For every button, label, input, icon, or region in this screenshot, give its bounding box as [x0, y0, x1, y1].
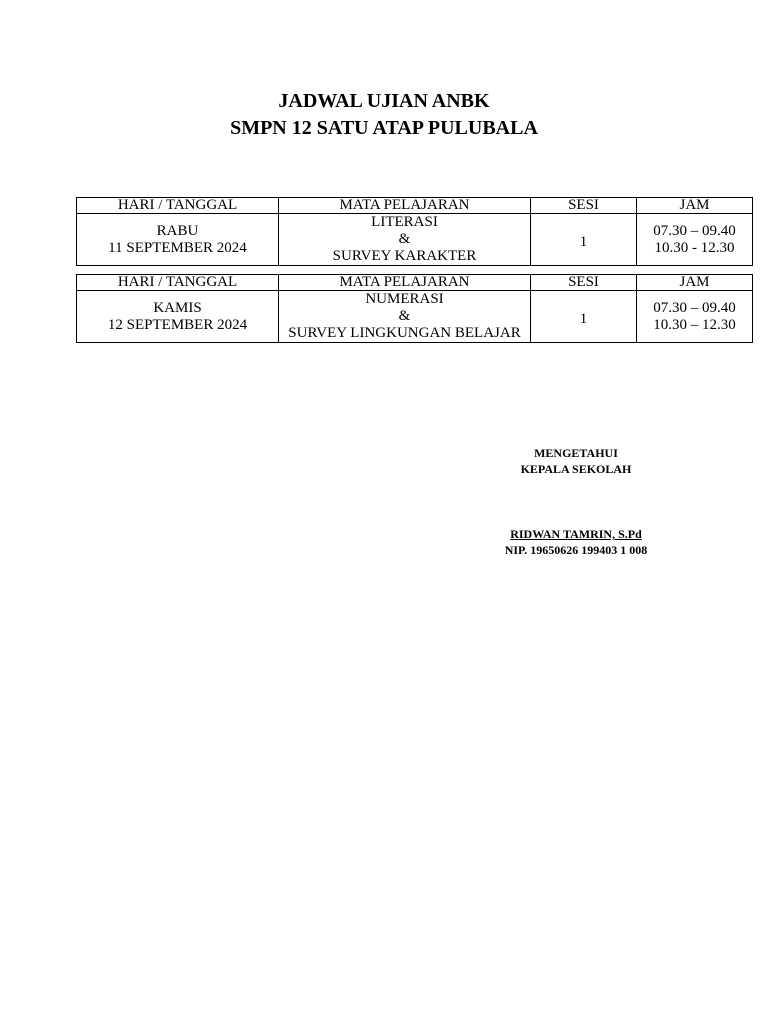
- table-row: [77, 291, 753, 343]
- schedule-table-1: [76, 197, 753, 266]
- header-session: SESI: [531, 275, 637, 291]
- time-1: 07.30 – 09.40: [653, 222, 736, 239]
- header-day-date: HARI / TANGGAL: [77, 198, 279, 214]
- subject-2: SURVEY KARAKTER: [332, 248, 477, 264]
- header-time: JAM: [637, 198, 753, 214]
- date-text: 11 SEPTEMBER 2024: [108, 239, 247, 256]
- schedule-table-2: [76, 274, 753, 343]
- time-2: 10.30 - 12.30: [654, 239, 735, 256]
- cell-session: 1: [531, 291, 637, 343]
- day-text: RABU: [156, 222, 199, 239]
- principal-title: KEPALA SEKOLAH: [520, 462, 632, 476]
- header-time: JAM: [637, 275, 753, 291]
- document-title: JADWAL UJIAN ANBK: [278, 90, 490, 112]
- time-1: 07.30 – 09.40: [653, 299, 736, 316]
- school-name: SMPN 12 SATU ATAP PULUBALA: [230, 117, 538, 139]
- subject-separator: &: [398, 231, 411, 247]
- subject-1: NUMERASI: [365, 291, 444, 307]
- principal-nip: NIP. 19650626 199403 1 008: [504, 543, 648, 557]
- subject-separator: &: [398, 308, 411, 324]
- header-day-date: HARI / TANGGAL: [77, 275, 279, 291]
- table-row: [77, 214, 753, 266]
- cell-day-date: [77, 291, 279, 343]
- subject-2: SURVEY LINGKUNGAN BELAJAR: [288, 325, 521, 341]
- principal-name: RIDWAN TAMRIN, S.Pd: [510, 527, 642, 541]
- header-session: SESI: [531, 198, 637, 214]
- cell-subject: [279, 291, 531, 343]
- cell-time: [637, 214, 753, 266]
- header-subject: MATA PELAJARAN: [279, 275, 531, 291]
- table-header-row: [77, 198, 753, 214]
- cell-session: 1: [531, 214, 637, 266]
- cell-day-date: [77, 214, 279, 266]
- cell-subject: [279, 214, 531, 266]
- acknowledge-label: MENGETAHUI: [534, 446, 618, 460]
- subject-1: LITERASI: [371, 214, 438, 230]
- table-header-row: [77, 275, 753, 291]
- date-text: 12 SEPTEMBER 2024: [107, 316, 248, 333]
- header-subject: MATA PELAJARAN: [279, 198, 531, 214]
- cell-time: [637, 291, 753, 343]
- time-2: 10.30 – 12.30: [653, 316, 736, 333]
- day-text: KAMIS: [153, 299, 202, 316]
